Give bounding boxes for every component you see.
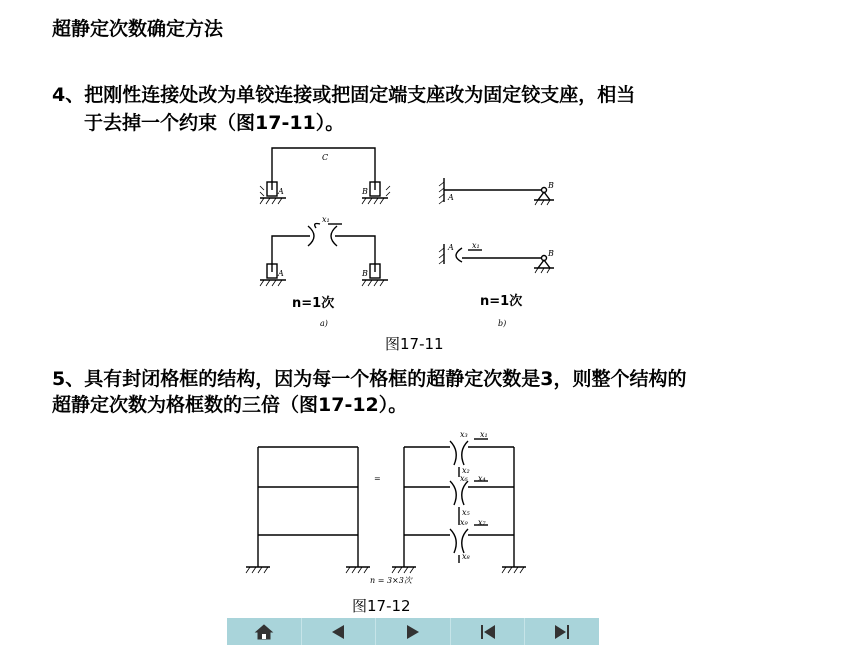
paragraph-5-line-1: 5、具有封闭格框的结构，因为每一个格框的超静定次数是3，则整个结构的 (52, 368, 687, 390)
count-label-a: n=1次 (292, 296, 335, 311)
label-point-a-b-bottom: A (448, 243, 454, 252)
prev-icon (328, 623, 348, 641)
equals-sign: = (374, 474, 381, 483)
prev-button[interactable] (302, 618, 377, 645)
home-icon (254, 623, 274, 641)
figure-17-11-caption: 图17-11 (385, 335, 444, 353)
label-point-b-bottom: B (362, 269, 368, 278)
label-point-b-b-bottom: B (548, 249, 554, 258)
force-x3: x₃ (460, 430, 468, 439)
force-x2: x₂ (462, 466, 470, 475)
label-force-b: x₁ (472, 241, 480, 250)
beam-b-top (439, 178, 554, 205)
last-icon (552, 623, 572, 641)
force-x7: x₇ (478, 518, 486, 527)
label-point-a-bottom: A (278, 269, 284, 278)
sublabel-b: b) (498, 319, 507, 328)
count-label-b: n=1次 (480, 294, 523, 309)
paragraph-4-line-1: 4、把刚性连接处改为单铰连接或把固定端支座改为固定铰支座，相当 (52, 84, 636, 106)
force-x8: x₈ (462, 552, 470, 561)
page-title: 超静定次数确定方法 (52, 18, 224, 40)
first-button[interactable] (451, 618, 526, 645)
next-icon (403, 623, 423, 641)
frame-left (246, 447, 370, 573)
first-icon (478, 623, 498, 641)
force-x1: x₁ (480, 430, 488, 439)
label-point-b-b-top: B (548, 181, 554, 190)
beam-b-bottom (439, 244, 554, 273)
label-point-a-b-top: A (448, 193, 454, 202)
label-point-b-top: B (362, 187, 368, 196)
last-button[interactable] (525, 618, 599, 645)
label-point-a-top: A (278, 187, 284, 196)
paragraph-5-line-2: 超静定次数为格框数的三倍（图17-12）。 (52, 394, 408, 416)
force-x9: x₉ (460, 518, 468, 527)
sublabel-a: a) (320, 319, 328, 328)
force-x5: x₅ (462, 508, 470, 517)
formula-label: n = 3×3次 (370, 576, 412, 585)
force-x6: x₆ (460, 474, 468, 483)
force-x4: x₄ (478, 474, 486, 483)
figure-17-12 (238, 425, 528, 590)
paragraph-4-line-2: 于去掉一个约束（图17-11）。 (84, 112, 345, 134)
home-button[interactable] (227, 618, 302, 645)
navigation-bar (227, 618, 599, 645)
next-button[interactable] (376, 618, 451, 645)
figure-17-12-caption: 图17-12 (352, 597, 411, 615)
label-force-a: x₁ (322, 215, 330, 224)
frame-right (392, 439, 526, 573)
label-point-c: C (322, 153, 329, 162)
